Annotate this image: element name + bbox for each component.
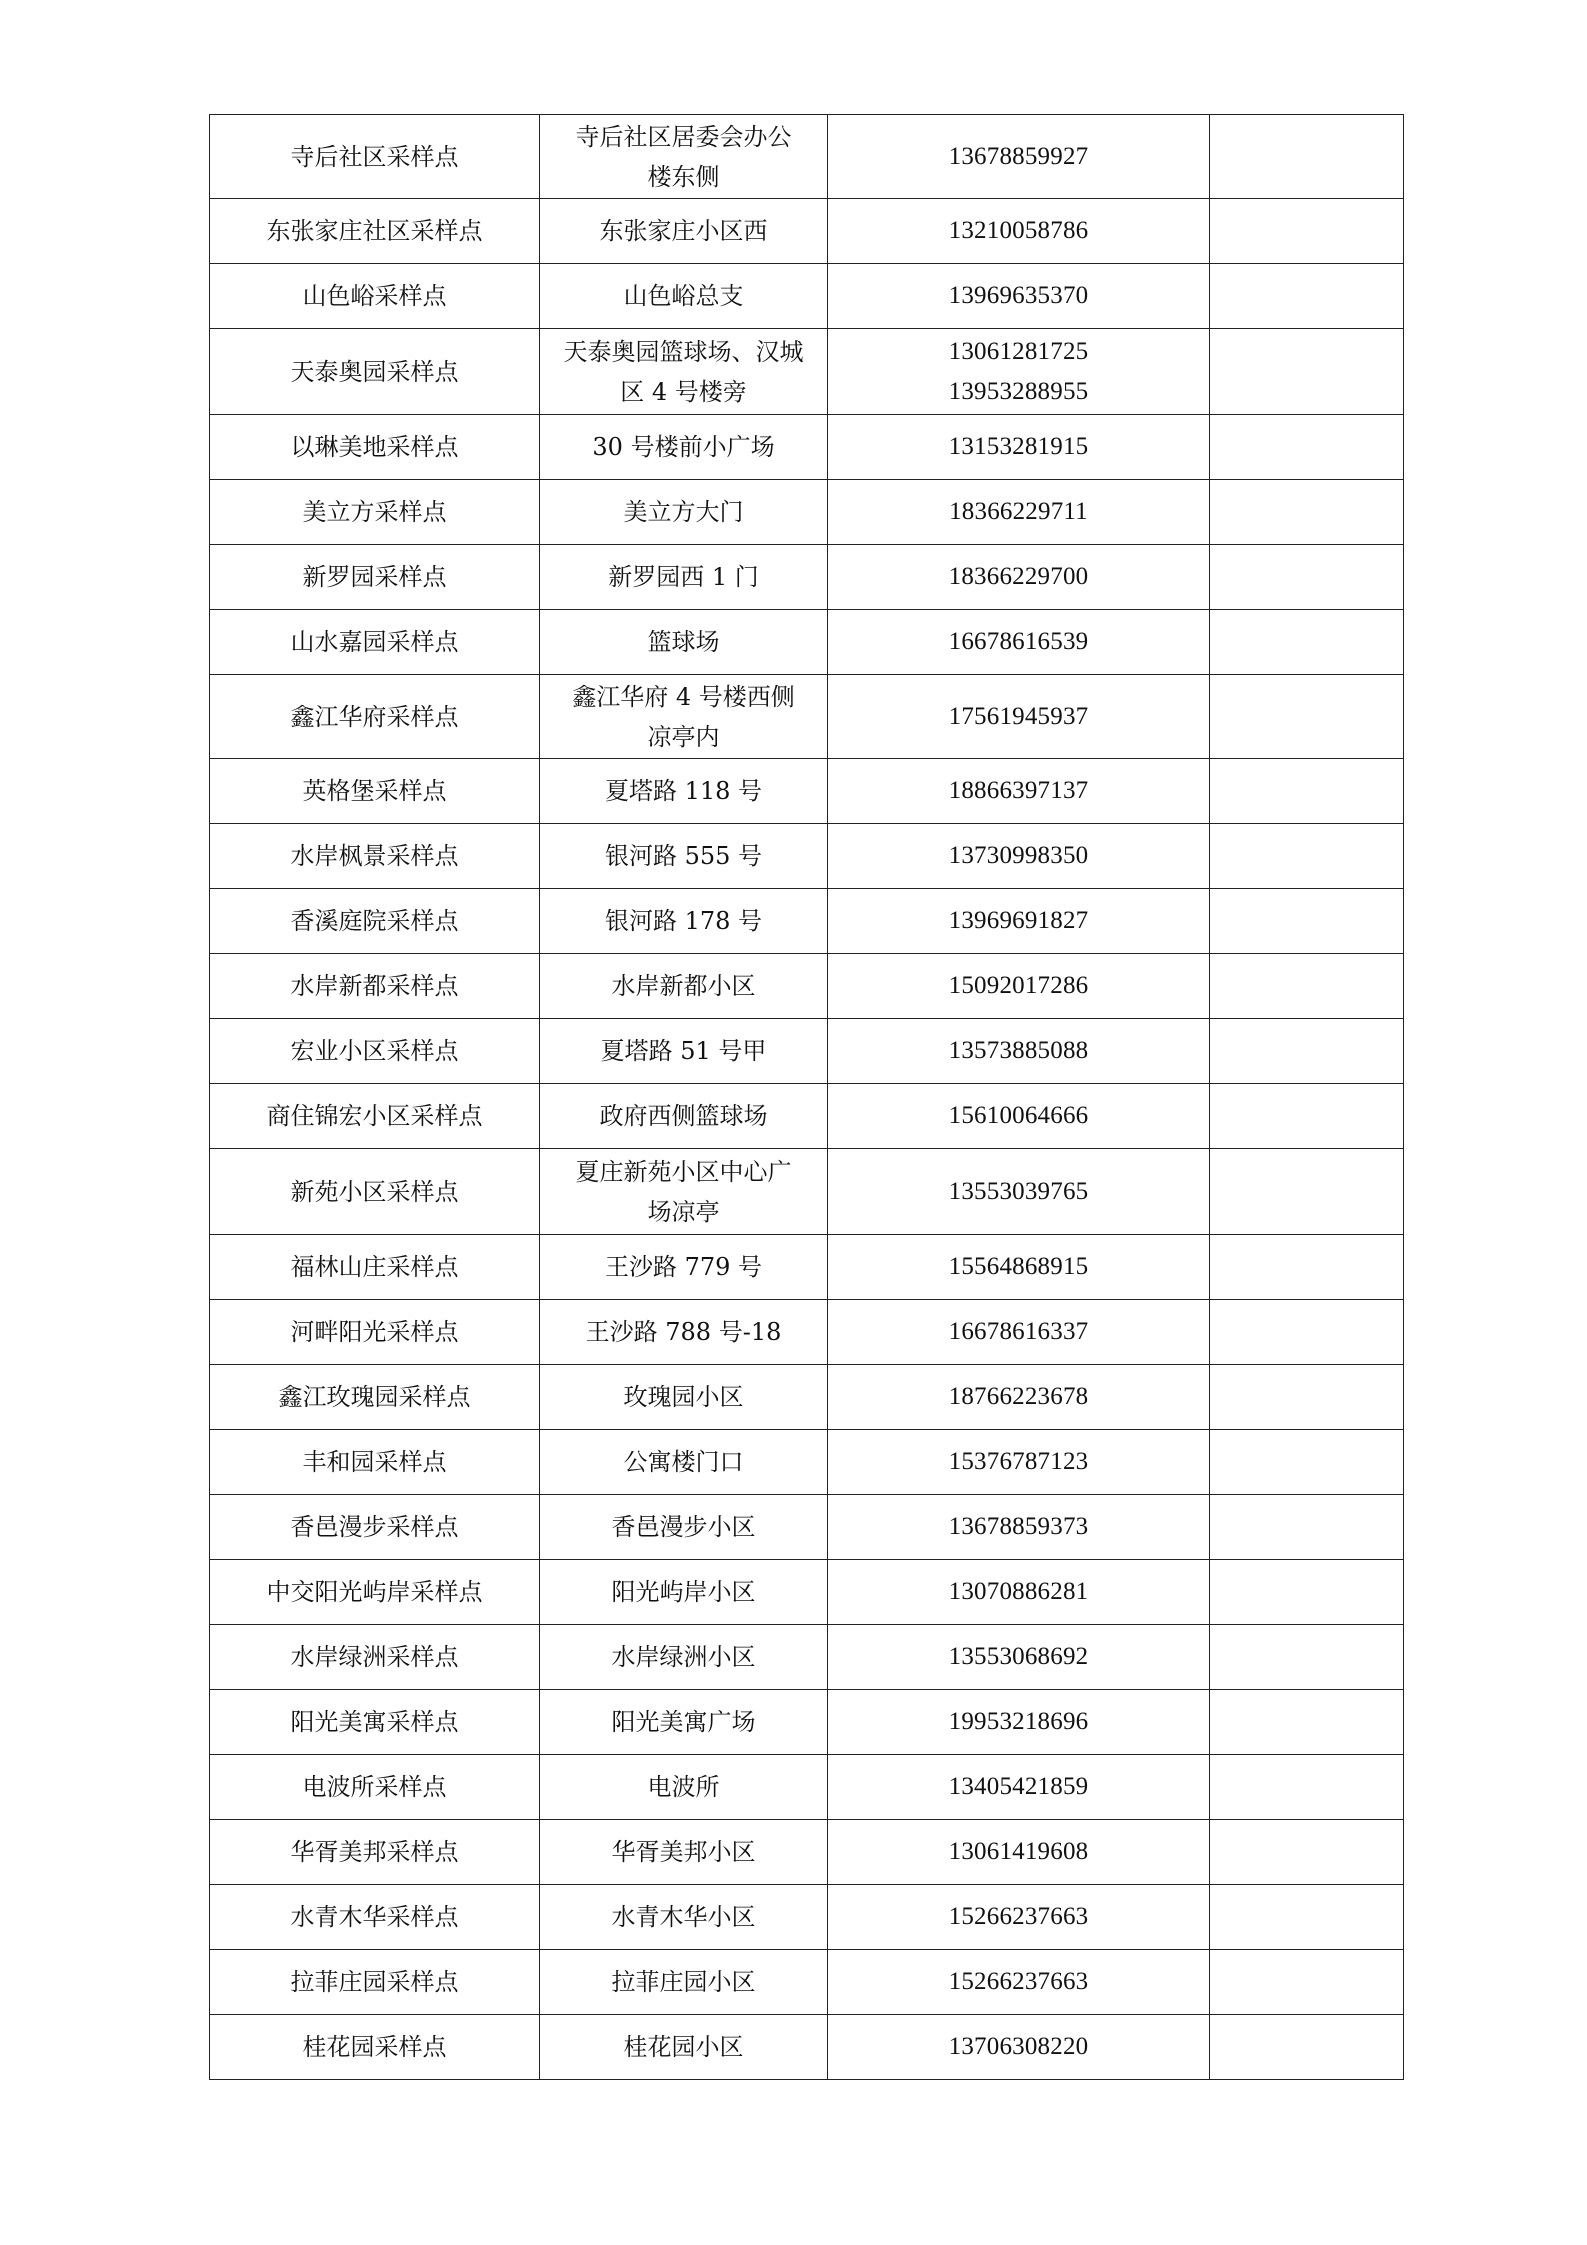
site-address-cell xyxy=(540,1495,828,1560)
site-name-cell xyxy=(210,889,540,954)
table-row xyxy=(210,1149,1404,1235)
contact-phone-cell xyxy=(828,199,1210,264)
address-line: 寺后社区居委会办公 xyxy=(575,122,792,151)
table-row xyxy=(210,1430,1404,1495)
site-name-cell xyxy=(210,1755,540,1820)
table-row xyxy=(210,545,1404,610)
address-line: 天泰奥园篮球场、汉城 xyxy=(563,337,804,366)
site-name-cell xyxy=(210,2015,540,2080)
site-address-cell xyxy=(540,1885,828,1950)
table-row xyxy=(210,1365,1404,1430)
address-line: 王沙路 788 号-18 xyxy=(585,1318,782,1346)
site-name-cell xyxy=(210,1560,540,1625)
site-address-cell xyxy=(540,954,828,1019)
address-line: 政府西侧篮球场 xyxy=(599,1102,768,1130)
site-address-cell xyxy=(540,1300,828,1365)
address-line: 银河路 555 号 xyxy=(604,842,763,870)
site-name-cell xyxy=(210,264,540,329)
contact-phone-cell xyxy=(828,1950,1210,2015)
phone-line: 19953218696 xyxy=(948,1708,1089,1735)
contact-phone-cell xyxy=(828,480,1210,545)
address-line: 30 号楼前小广场 xyxy=(592,433,775,461)
site-name-cell xyxy=(210,415,540,480)
name-text: 中交阳光屿岸采样点 xyxy=(266,1578,483,1606)
note-cell xyxy=(1210,329,1404,415)
table-row xyxy=(210,1495,1404,1560)
phone-line: 13553039765 xyxy=(948,1177,1089,1205)
table-row xyxy=(210,199,1404,264)
note-cell xyxy=(1210,1625,1404,1690)
note-cell xyxy=(1210,480,1404,545)
contact-phone-cell xyxy=(828,1885,1210,1950)
table-row xyxy=(210,1820,1404,1885)
address-line: 区 4 号楼旁 xyxy=(620,377,747,406)
phone-line: 13553068692 xyxy=(948,1643,1089,1670)
site-name-cell xyxy=(210,1019,540,1084)
contact-phone-cell xyxy=(828,264,1210,329)
site-address-cell xyxy=(540,264,828,329)
note-cell xyxy=(1210,1690,1404,1755)
name-text: 新罗园采样点 xyxy=(302,563,447,591)
note-cell xyxy=(1210,1820,1404,1885)
site-name-cell xyxy=(210,1300,540,1365)
note-cell xyxy=(1210,1019,1404,1084)
address-line: 拉菲庄园小区 xyxy=(611,1968,756,1996)
note-cell xyxy=(1210,1885,1404,1950)
phone-line: 13730998350 xyxy=(948,842,1089,869)
address-line: 水青木华小区 xyxy=(611,1903,756,1931)
table-row xyxy=(210,1690,1404,1755)
table-row xyxy=(210,1625,1404,1690)
note-cell xyxy=(1210,1235,1404,1300)
note-cell xyxy=(1210,1755,1404,1820)
table-row xyxy=(210,1019,1404,1084)
site-name-cell xyxy=(210,675,540,759)
note-cell xyxy=(1210,675,1404,759)
note-cell xyxy=(1210,115,1404,199)
address-line: 阳光美寓广场 xyxy=(611,1708,756,1736)
contact-phone-cell xyxy=(828,1560,1210,1625)
phone-line: 13153281915 xyxy=(948,433,1089,460)
contact-phone-cell xyxy=(828,1300,1210,1365)
site-address-cell xyxy=(540,415,828,480)
name-text: 电波所采样点 xyxy=(302,1773,447,1801)
address-line: 玫瑰园小区 xyxy=(623,1383,744,1411)
sampling-sites-table xyxy=(209,114,1404,2080)
name-text: 河畔阳光采样点 xyxy=(290,1318,459,1346)
note-cell xyxy=(1210,759,1404,824)
phone-line: 15266237663 xyxy=(948,1968,1089,1995)
contact-phone-cell xyxy=(828,954,1210,1019)
name-text: 香溪庭院采样点 xyxy=(290,907,459,935)
table-row xyxy=(210,264,1404,329)
note-cell xyxy=(1210,2015,1404,2080)
note-cell xyxy=(1210,1560,1404,1625)
name-text: 鑫江华府采样点 xyxy=(290,702,459,731)
phone-line: 13678859373 xyxy=(948,1513,1089,1540)
site-name-cell xyxy=(210,1885,540,1950)
note-cell xyxy=(1210,1950,1404,2015)
contact-phone-cell xyxy=(828,889,1210,954)
contact-phone-cell xyxy=(828,824,1210,889)
contact-phone-cell xyxy=(828,1495,1210,1560)
address-line: 夏庄新苑小区中心广 xyxy=(575,1157,792,1186)
name-text: 美立方采样点 xyxy=(302,498,447,526)
phone-line: 15092017286 xyxy=(948,972,1089,999)
site-name-cell xyxy=(210,1084,540,1149)
table-row xyxy=(210,2015,1404,2080)
address-line: 新罗园西 1 门 xyxy=(608,563,759,591)
site-name-cell xyxy=(210,480,540,545)
name-text: 以琳美地采样点 xyxy=(290,433,459,461)
note-cell xyxy=(1210,954,1404,1019)
phone-line: 15376787123 xyxy=(948,1448,1089,1475)
site-address-cell xyxy=(540,1084,828,1149)
note-cell xyxy=(1210,1084,1404,1149)
site-name-cell xyxy=(210,1950,540,2015)
table-row xyxy=(210,1885,1404,1950)
name-text: 山水嘉园采样点 xyxy=(290,628,459,656)
table-row xyxy=(210,329,1404,415)
name-text: 桂花园采样点 xyxy=(302,2033,447,2061)
note-cell xyxy=(1210,1430,1404,1495)
site-address-cell xyxy=(540,1560,828,1625)
name-text: 鑫江玫瑰园采样点 xyxy=(278,1383,471,1411)
name-text: 新苑小区采样点 xyxy=(290,1177,459,1206)
address-line: 公寓楼门口 xyxy=(623,1448,744,1476)
phone-line: 18366229700 xyxy=(948,563,1089,590)
note-cell xyxy=(1210,610,1404,675)
contact-phone-cell xyxy=(828,545,1210,610)
table-row xyxy=(210,675,1404,759)
table-row xyxy=(210,889,1404,954)
site-address-cell xyxy=(540,199,828,264)
note-cell xyxy=(1210,889,1404,954)
name-text: 水岸枫景采样点 xyxy=(290,842,459,870)
table-row xyxy=(210,1300,1404,1365)
site-name-cell xyxy=(210,1690,540,1755)
address-line: 水岸绿洲小区 xyxy=(611,1643,756,1671)
note-cell xyxy=(1210,199,1404,264)
address-line: 篮球场 xyxy=(647,628,720,656)
phone-line: 13210058786 xyxy=(948,217,1089,244)
address-line: 王沙路 779 号 xyxy=(604,1253,763,1281)
address-line: 楼东侧 xyxy=(647,162,720,191)
table-row xyxy=(210,759,1404,824)
site-address-cell xyxy=(540,1625,828,1690)
site-name-cell xyxy=(210,115,540,199)
name-text: 水岸绿洲采样点 xyxy=(290,1643,459,1671)
address-line: 阳光屿岸小区 xyxy=(611,1578,756,1606)
table-row xyxy=(210,1755,1404,1820)
site-name-cell xyxy=(210,199,540,264)
site-name-cell xyxy=(210,610,540,675)
name-text: 阳光美寓采样点 xyxy=(290,1708,459,1736)
contact-phone-cell xyxy=(828,1084,1210,1149)
table-row xyxy=(210,610,1404,675)
contact-phone-cell xyxy=(828,115,1210,199)
site-address-cell xyxy=(540,329,828,415)
site-address-cell xyxy=(540,1149,828,1235)
table-row xyxy=(210,1084,1404,1149)
contact-phone-cell xyxy=(828,1365,1210,1430)
name-text: 山色峪采样点 xyxy=(302,282,447,310)
phone-line: 13706308220 xyxy=(948,2033,1089,2060)
name-text: 香邑漫步采样点 xyxy=(290,1513,459,1541)
phone-line: 16678616337 xyxy=(948,1318,1089,1345)
site-address-cell xyxy=(540,1430,828,1495)
table-row xyxy=(210,1235,1404,1300)
address-line: 美立方大门 xyxy=(623,498,744,526)
site-address-cell xyxy=(540,1365,828,1430)
site-address-cell xyxy=(540,1235,828,1300)
table-body xyxy=(210,115,1404,2080)
site-address-cell xyxy=(540,675,828,759)
address-line: 电波所 xyxy=(647,1773,720,1801)
contact-phone-cell xyxy=(828,415,1210,480)
site-name-cell xyxy=(210,1430,540,1495)
site-name-cell xyxy=(210,329,540,415)
note-cell xyxy=(1210,264,1404,329)
site-name-cell xyxy=(210,1820,540,1885)
contact-phone-cell xyxy=(828,1430,1210,1495)
table-row xyxy=(210,415,1404,480)
table-row xyxy=(210,954,1404,1019)
address-line: 夏塔路 51 号甲 xyxy=(600,1037,767,1065)
phone-line: 13070886281 xyxy=(948,1578,1089,1605)
site-address-cell xyxy=(540,115,828,199)
site-address-cell xyxy=(540,889,828,954)
phone-line: 15564868915 xyxy=(948,1253,1089,1280)
address-line: 银河路 178 号 xyxy=(604,907,763,935)
phone-line: 16678616539 xyxy=(948,628,1089,655)
contact-phone-cell xyxy=(828,1019,1210,1084)
address-line: 山色峪总支 xyxy=(623,282,744,310)
name-text: 商住锦宏小区采样点 xyxy=(266,1102,483,1130)
site-address-cell xyxy=(540,1820,828,1885)
note-cell xyxy=(1210,1365,1404,1430)
contact-phone-cell xyxy=(828,1690,1210,1755)
name-text: 寺后社区采样点 xyxy=(290,142,459,171)
note-cell xyxy=(1210,1495,1404,1560)
note-cell xyxy=(1210,824,1404,889)
site-name-cell xyxy=(210,1625,540,1690)
note-cell xyxy=(1210,545,1404,610)
table-row xyxy=(210,480,1404,545)
name-text: 天泰奥园采样点 xyxy=(290,357,459,386)
phone-line: 13969635370 xyxy=(948,282,1089,309)
contact-phone-cell xyxy=(828,2015,1210,2080)
name-text: 东张家庄社区采样点 xyxy=(266,217,483,245)
contact-phone-cell xyxy=(828,329,1210,415)
phone-line: 13953288955 xyxy=(948,377,1089,405)
site-name-cell xyxy=(210,1365,540,1430)
name-text: 水青木华采样点 xyxy=(290,1903,459,1931)
phone-line: 13061281725 xyxy=(948,337,1089,365)
address-line: 东张家庄小区西 xyxy=(599,217,768,245)
phone-line: 15610064666 xyxy=(948,1102,1089,1129)
note-cell xyxy=(1210,415,1404,480)
table-row xyxy=(210,115,1404,199)
address-line: 场凉亭 xyxy=(647,1197,720,1226)
address-line: 水岸新都小区 xyxy=(611,972,756,1000)
address-line: 鑫江华府 4 号楼西侧 xyxy=(572,682,795,711)
table-row xyxy=(210,824,1404,889)
phone-line: 13969691827 xyxy=(948,907,1089,934)
address-line: 桂花园小区 xyxy=(623,2033,744,2061)
contact-phone-cell xyxy=(828,675,1210,759)
phone-line: 18766223678 xyxy=(948,1383,1089,1410)
site-name-cell xyxy=(210,1495,540,1560)
site-address-cell xyxy=(540,1019,828,1084)
contact-phone-cell xyxy=(828,1755,1210,1820)
contact-phone-cell xyxy=(828,759,1210,824)
name-text: 水岸新都采样点 xyxy=(290,972,459,1000)
site-address-cell xyxy=(540,759,828,824)
address-line: 香邑漫步小区 xyxy=(611,1513,756,1541)
contact-phone-cell xyxy=(828,1149,1210,1235)
site-address-cell xyxy=(540,480,828,545)
table-row xyxy=(210,1950,1404,2015)
site-address-cell xyxy=(540,545,828,610)
phone-line: 17561945937 xyxy=(948,702,1089,730)
phone-line: 13678859927 xyxy=(948,142,1089,170)
contact-phone-cell xyxy=(828,1625,1210,1690)
phone-line: 13405421859 xyxy=(948,1773,1089,1800)
contact-phone-cell xyxy=(828,1820,1210,1885)
note-cell xyxy=(1210,1300,1404,1365)
phone-line: 15266237663 xyxy=(948,1903,1089,1930)
site-name-cell xyxy=(210,824,540,889)
site-name-cell xyxy=(210,545,540,610)
address-line: 夏塔路 118 号 xyxy=(604,777,763,805)
name-text: 丰和园采样点 xyxy=(302,1448,447,1476)
phone-line: 18366229711 xyxy=(949,498,1088,525)
phone-line: 13573885088 xyxy=(948,1037,1089,1064)
phone-line: 18866397137 xyxy=(948,777,1089,804)
site-name-cell xyxy=(210,954,540,1019)
site-name-cell xyxy=(210,1149,540,1235)
site-address-cell xyxy=(540,2015,828,2080)
name-text: 拉菲庄园采样点 xyxy=(290,1968,459,1996)
address-line: 凉亭内 xyxy=(647,722,720,751)
site-address-cell xyxy=(540,1690,828,1755)
name-text: 宏业小区采样点 xyxy=(290,1037,459,1065)
name-text: 华胥美邦采样点 xyxy=(290,1838,459,1866)
table-row xyxy=(210,1560,1404,1625)
name-text: 英格堡采样点 xyxy=(302,777,447,805)
name-text: 福林山庄采样点 xyxy=(290,1253,459,1281)
site-address-cell xyxy=(540,1950,828,2015)
contact-phone-cell xyxy=(828,1235,1210,1300)
site-name-cell xyxy=(210,759,540,824)
site-address-cell xyxy=(540,610,828,675)
site-address-cell xyxy=(540,824,828,889)
note-cell xyxy=(1210,1149,1404,1235)
phone-line: 13061419608 xyxy=(948,1838,1089,1865)
contact-phone-cell xyxy=(828,610,1210,675)
site-name-cell xyxy=(210,1235,540,1300)
address-line: 华胥美邦小区 xyxy=(611,1838,756,1866)
site-address-cell xyxy=(540,1755,828,1820)
